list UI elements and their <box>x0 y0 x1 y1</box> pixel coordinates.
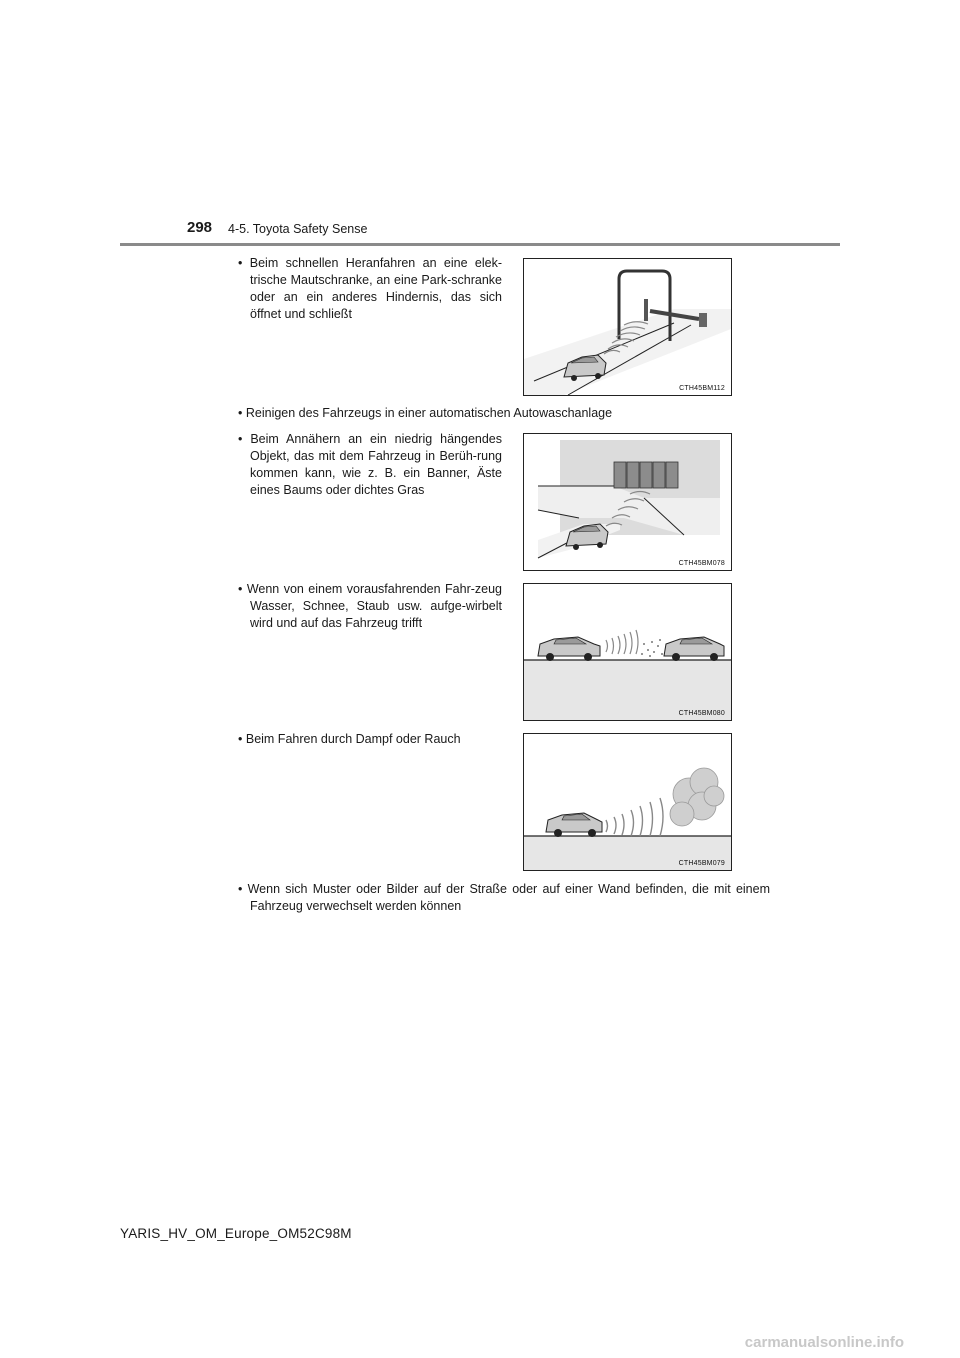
figure-code: CTH45BM080 <box>678 710 725 717</box>
bullet-item: • Wenn von einem vorausfahrenden Fahr-zeug Wasser, Schnee, Staub usw. aufge-wirbelt wird und auf das Fahrzeug trifft <box>238 581 502 632</box>
figure-low-hanging-object <box>523 433 732 571</box>
watermark: carmanualsonline.info <box>744 1334 904 1351</box>
bullet-item: • Wenn sich Muster oder Bilder auf der Straße oder auf einer Wand befinden, die mit einem Fahrzeug verwechselt werden können <box>238 881 770 915</box>
figure-spray-from-vehicle <box>523 583 732 721</box>
figure-steam-smoke <box>523 733 732 871</box>
figure-toll-gate <box>523 258 732 396</box>
bullet-item: • Beim schnellen Heranfahren an eine elek-trische Mautschranke, an eine Park-schranke oder an ein anderes Hindernis, das sich öffnet und schließt <box>238 255 502 323</box>
bullet-item: • Reinigen des Fahrzeugs in einer automatischen Autowaschanlage <box>238 405 770 422</box>
figure-code: CTH45BM079 <box>678 860 725 867</box>
header-rule <box>120 243 840 246</box>
footer-doc-id: YARIS_HV_OM_Europe_OM52C98M <box>120 1226 352 1241</box>
page-number: 298 <box>187 219 213 236</box>
section-title: 4-5. Toyota Safety Sense <box>228 222 368 236</box>
figure-code: CTH45BM112 <box>679 385 725 392</box>
bullet-item: • Beim Annähern an ein niedrig hängendes Objekt, das mit dem Fahrzeug in Berüh-rung kommen kann, wie z. B. ein Banner, Äste eines Baums oder dichtes Gras <box>238 431 502 499</box>
figure-code: CTH45BM078 <box>678 560 725 567</box>
bullet-item: • Beim Fahren durch Dampf oder Rauch <box>238 731 502 748</box>
